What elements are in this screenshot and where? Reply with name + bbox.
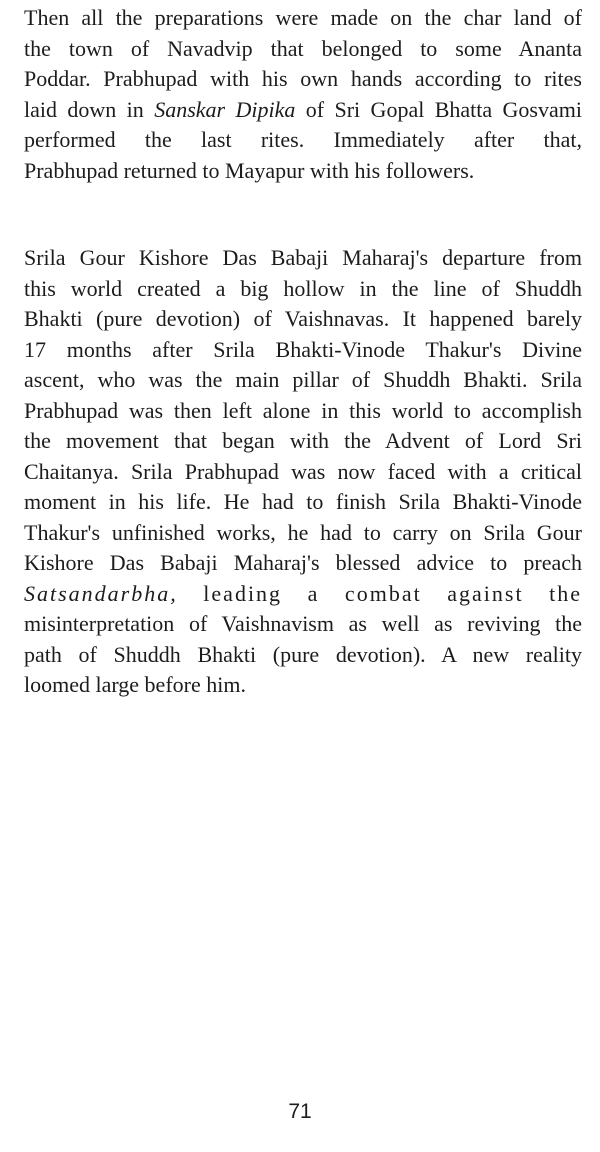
text-line [24, 457, 582, 488]
text-line [24, 640, 582, 671]
line-text: Chaitanya. Srila Prabhupad was now faced with a critical [24, 458, 582, 484]
line-text: Srila Gour Kishore Das Babaji Maharaj's departure from [24, 245, 582, 270]
text-line [24, 125, 582, 156]
text-line [24, 274, 582, 305]
line-text: misinterpretation of Vaishnavism as well as reviving the [24, 611, 582, 636]
text-line [24, 64, 582, 95]
line-text: Poddar. Prabhupad with his own hands according to rites [24, 66, 582, 91]
line-text: ascent, who was the main pillar of Shuddh Bhakti. Srila [24, 367, 582, 392]
text-line [24, 579, 582, 610]
paragraph [24, 3, 582, 186]
text-line [24, 396, 582, 427]
line-text: Thakur's unfinished works, he had to carry on Srila Gour [24, 519, 582, 545]
line-text: this world created a big hollow in the line of Shuddh [24, 275, 582, 301]
line-text: Then all the preparations were made on the char land of [24, 5, 582, 30]
text-line [24, 95, 582, 126]
line-text: path of Shuddh Bhakti (pure devotion). A new reality [24, 641, 582, 667]
text-line [24, 304, 582, 335]
text-line [24, 34, 582, 65]
text-line [24, 426, 582, 457]
italic-title-text: Satsandarbha, [24, 580, 178, 606]
line-text: Bhakti (pure devotion) of Vaishnavas. It happened barely [24, 306, 582, 331]
line-text: the movement that began with the Advent of Lord Sri [24, 428, 582, 453]
line-text: loomed large before him. [24, 672, 246, 697]
text-line [24, 365, 582, 396]
line-text: leading a combat against the [177, 580, 582, 606]
text-line [24, 156, 582, 187]
text-line [24, 609, 582, 640]
line-text: Prabhupad returned to Mayapur with his followers. [24, 157, 475, 183]
page-number: 71 [288, 1100, 312, 1123]
line-text: moment in his life. He had to finish Srila Bhakti-Vinode [24, 489, 582, 514]
text-line [24, 243, 582, 274]
line-text: performed the last rites. Immediately after that, [24, 127, 582, 152]
line-text: Prabhupad was then left alone in this world to accomplish [24, 397, 582, 423]
italic-title-text: Sanskar Dipika [154, 96, 296, 122]
line-text: Kishore Das Babaji Maharaj's blessed advice to preach [24, 550, 582, 575]
text-line [24, 670, 582, 701]
line-text: laid down in [24, 96, 155, 122]
line-text: of Sri Gopal Bhatta Gosvami [295, 96, 582, 122]
paragraph [24, 243, 582, 701]
line-text: the town of Navadvip that belonged to some Ananta [24, 35, 582, 61]
text-line [24, 3, 582, 34]
text-line [24, 518, 582, 549]
text-line [24, 548, 582, 579]
text-line [24, 487, 582, 518]
line-text: 17 months after Srila Bhakti-Vinode Thakur's Divine [24, 336, 582, 362]
text-line [24, 335, 582, 366]
